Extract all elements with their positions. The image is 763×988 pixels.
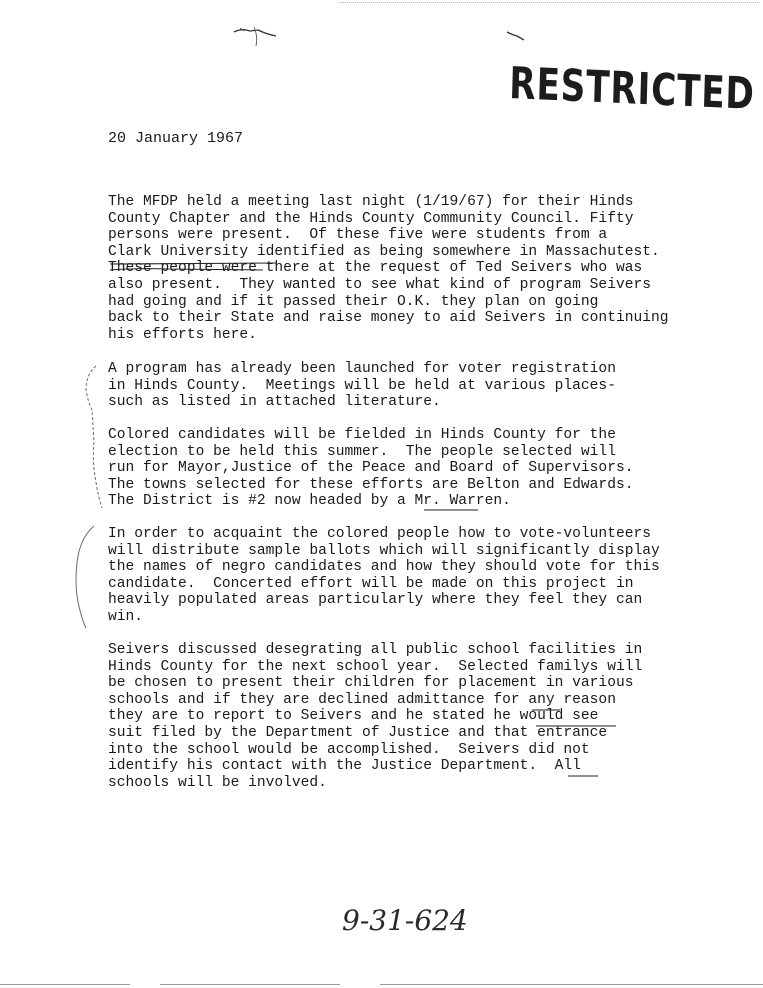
text-line: The District is #2 now headed by a Mr. Warren. bbox=[108, 493, 511, 510]
handwritten-file-number bbox=[340, 902, 490, 943]
text-line: schools will be involved. bbox=[108, 774, 327, 791]
pen-tick-mark bbox=[505, 28, 527, 42]
text-line: election to be held this summer. The people selected will bbox=[108, 443, 616, 460]
text-line: A program has already been launched for voter registration bbox=[108, 361, 616, 377]
scan-bottom-line bbox=[0, 984, 130, 985]
scan-edge-dotted-line bbox=[340, 2, 760, 3]
file-number-text: 9-31-624 bbox=[342, 904, 468, 937]
underline-mark bbox=[422, 506, 482, 514]
text-line: into the school would be accomplished. Seivers did not bbox=[108, 741, 590, 758]
document-date: 20 January 1967 bbox=[108, 130, 244, 147]
paragraph-school-desegregation bbox=[108, 642, 718, 791]
margin-bracket-mark bbox=[72, 362, 108, 512]
text-line: County Chapter and the Hinds County Community Council. Fifty bbox=[108, 210, 634, 227]
paragraph-candidates bbox=[108, 427, 718, 510]
text-line: identify his contact with the Justice Department. All bbox=[108, 758, 581, 775]
text-line: persons were present. Of these five were students from a bbox=[108, 227, 608, 244]
scan-bottom-line bbox=[380, 984, 763, 985]
text-line: candidate. Concerted effort will be made on this project in bbox=[108, 575, 634, 592]
restricted-stamp: RESTRICTED bbox=[508, 58, 756, 120]
text-line: schools and if they are declined admittance for any reason bbox=[108, 691, 616, 708]
text-line: Seivers discussed desegrating all public school facilities in bbox=[108, 642, 643, 658]
text-line: they are to report to Seivers and he stated he would see bbox=[108, 708, 599, 725]
text-line: Colored candidates will be fielded in Hinds County for the bbox=[108, 427, 616, 443]
paragraph-sample-ballots bbox=[108, 526, 718, 626]
text-line-underlined: Clark University identified as being somewhere in Massachutest. bbox=[108, 243, 660, 260]
text-line: The towns selected for these efforts are Belton and Edwards. bbox=[108, 476, 634, 493]
scan-bottom-line bbox=[160, 984, 340, 985]
text-line: heavily populated areas particularly where they feel they can bbox=[108, 592, 643, 609]
underline-mark bbox=[530, 706, 564, 714]
text-line: Hinds County for the next school year. Selected familys will bbox=[108, 658, 643, 675]
text-line: The MFDP held a meeting last night (1/19/67) for their Hinds bbox=[108, 194, 634, 210]
pen-scribble-mark bbox=[232, 22, 282, 50]
text-line: in Hinds County. Meetings will be held at various places- bbox=[108, 377, 616, 394]
text-line: had going and if it passed their O.K. they plan on going bbox=[108, 293, 599, 310]
paragraph-voter-registration bbox=[108, 361, 718, 411]
text-line: also present. They wanted to see what kind of program Seivers bbox=[108, 276, 651, 293]
text-line: such as listed in attached literature. bbox=[108, 394, 441, 411]
underline-mark bbox=[566, 772, 602, 780]
text-line: will distribute sample ballots which will significantly display bbox=[108, 542, 660, 559]
text-line: be chosen to present their children for placement in various bbox=[108, 675, 634, 692]
text-line: back to their State and raise money to aid Seivers in continuing bbox=[108, 310, 669, 327]
text-line: In order to acquaint the colored people how to vote-volunteers bbox=[108, 526, 651, 542]
underline-mark bbox=[108, 264, 268, 274]
text-line: run for Mayor,Justice of the Peace and Board of Supervisors. bbox=[108, 460, 634, 477]
text-line: his efforts here. bbox=[108, 326, 257, 343]
file-number-handwriting bbox=[340, 902, 490, 938]
text-line: suit filed by the Department of Justice and that entrance bbox=[108, 724, 608, 741]
text-line: win. bbox=[108, 608, 144, 625]
margin-bracket-mark bbox=[64, 522, 104, 632]
text-line: the names of negro candidates and how they should vote for this bbox=[108, 559, 660, 576]
text-line: These people were there at the request of Ted Seivers who was bbox=[108, 260, 643, 277]
underline-mark bbox=[534, 722, 620, 730]
